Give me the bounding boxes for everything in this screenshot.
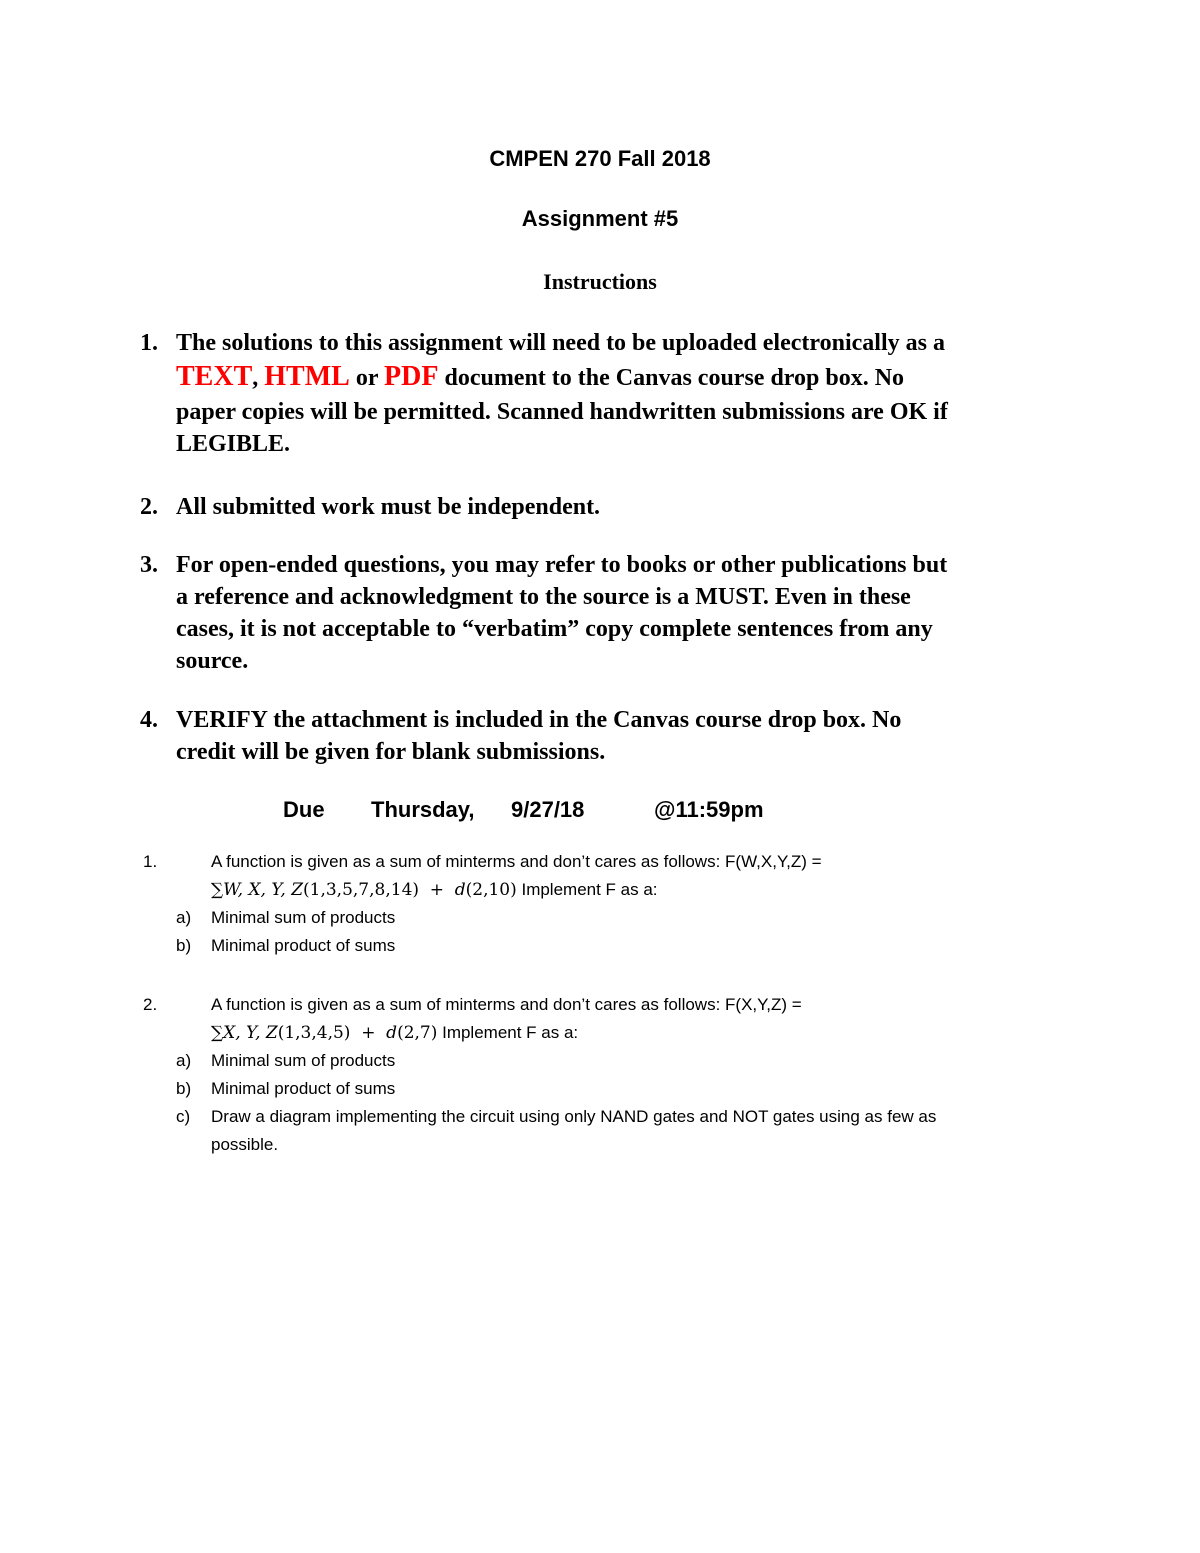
- part-text: Minimal sum of products: [211, 908, 396, 927]
- due-time: @11:59pm: [654, 797, 764, 822]
- part-label: b): [176, 936, 192, 955]
- instruction-line: source.: [176, 648, 249, 674]
- part-text: Minimal product of sums: [211, 1079, 396, 1098]
- assignment-title: Assignment #5: [521, 206, 679, 231]
- instruction-line: VERIFY the attachment is included in the Canvas course drop box. No: [176, 707, 902, 733]
- instruction-line: credit will be given for blank submissions.: [176, 739, 606, 765]
- part-text: Minimal product of sums: [211, 936, 396, 955]
- due-day: Thursday,: [371, 797, 475, 822]
- question-number: 2.: [143, 995, 158, 1014]
- instruction-number: 4.: [140, 707, 158, 733]
- instruction-line: For open-ended questions, you may refer to books or other publications but: [176, 552, 948, 578]
- instruction-line: paper copies will be permitted. Scanned handwritten submissions are OK if: [176, 399, 948, 425]
- part-label: c): [176, 1107, 191, 1126]
- part-text: Draw a diagram implementing the circuit using only NAND gates and NOT gates using as few as: [211, 1107, 937, 1126]
- instruction-line: cases, it is not acceptable to “verbatim” copy complete sentences from any: [176, 616, 933, 642]
- due-label: Due: [283, 797, 325, 822]
- due-date: 9/27/18: [511, 797, 585, 822]
- instruction-line: All submitted work must be independent.: [176, 494, 601, 520]
- question-formula: ∑X, Y, Z(1,3,4,5) + d(2,7) Implement F as a:: [211, 1023, 579, 1043]
- instruction-number: 1.: [140, 330, 158, 356]
- part-text-continued: possible.: [211, 1135, 279, 1154]
- instruction-line: The solutions to this assignment will need to be uploaded electronically as a: [176, 330, 945, 356]
- instruction-number: 2.: [140, 494, 158, 520]
- question-2: [0, 991, 1200, 1171]
- instructions-heading: Instructions: [543, 269, 657, 294]
- part-label: a): [176, 908, 192, 927]
- instruction-number: 3.: [140, 552, 158, 578]
- part-text: Minimal sum of products: [211, 1051, 396, 1070]
- instruction-item-3: [140, 549, 1070, 677]
- due-line: [0, 797, 1200, 827]
- format-html: HTML: [264, 361, 350, 392]
- format-pdf: PDF: [384, 361, 439, 392]
- course-title: CMPEN 270 Fall 2018: [489, 146, 711, 171]
- instruction-item-4: [140, 704, 1070, 768]
- question-1: [0, 848, 1200, 968]
- part-label: a): [176, 1051, 192, 1070]
- question-text: A function is given as a sum of minterms and don’t cares as follows: F(W,X,Y,Z) =: [211, 852, 822, 871]
- instruction-item-2: [140, 491, 1070, 523]
- question-number: 1.: [143, 852, 158, 871]
- instruction-line: LEGIBLE.: [176, 431, 291, 457]
- instruction-line: TEXT, HTML or PDF document to the Canvas course drop box. No: [176, 361, 905, 392]
- part-label: b): [176, 1079, 192, 1098]
- format-text: TEXT: [176, 361, 253, 392]
- question-text: A function is given as a sum of minterms and don’t cares as follows: F(X,Y,Z) =: [211, 995, 802, 1014]
- question-formula: ∑W, X, Y, Z(1,3,5,7,8,14) + d(2,10) Implement F as a:: [211, 880, 658, 900]
- instruction-line: a reference and acknowledgment to the source is a MUST. Even in these: [176, 584, 911, 610]
- instruction-item-1: [140, 327, 1070, 460]
